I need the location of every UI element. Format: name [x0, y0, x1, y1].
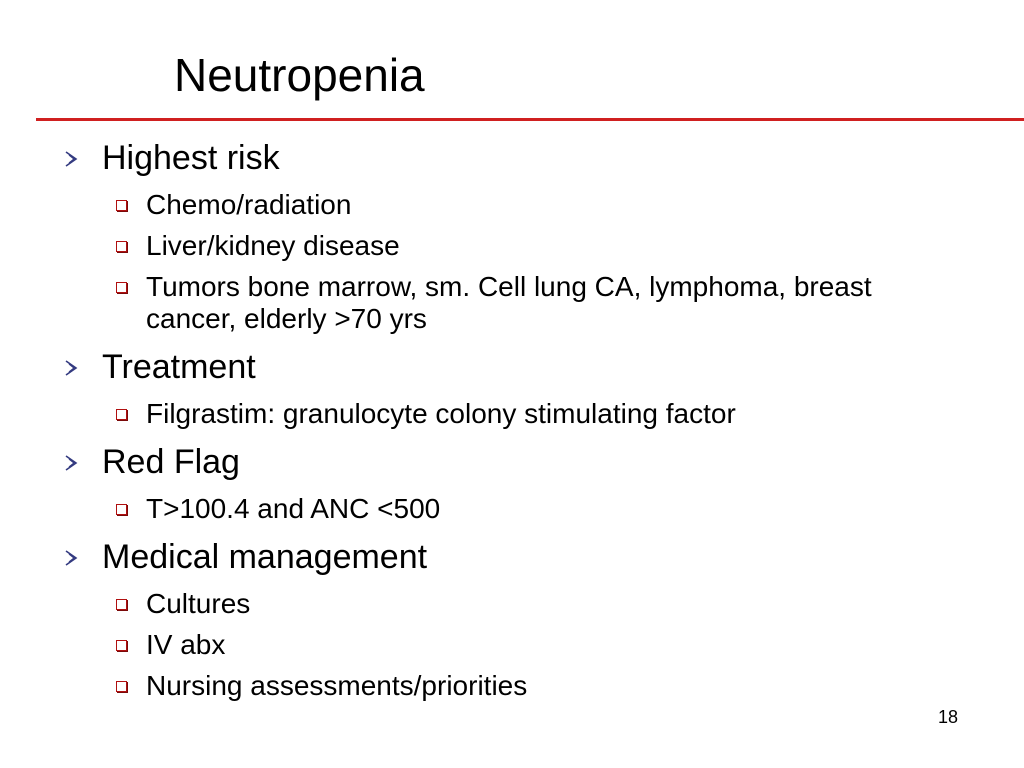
- sub-bullet-label: Chemo/radiation: [146, 189, 352, 220]
- slide-body: [0, 136, 1024, 702]
- bullet-label: Treatment: [102, 348, 256, 386]
- sub-bullet: [0, 271, 1024, 335]
- chevron-right-icon: [62, 150, 80, 168]
- page-number: 18: [938, 707, 959, 727]
- chevron-right-icon: [62, 454, 80, 472]
- sub-bullet-label: T>100.4 and ANC <500: [146, 493, 441, 524]
- sub-bullet: [0, 493, 1024, 525]
- square-bullet-icon: [116, 409, 127, 420]
- bullet-treatment: [0, 345, 1024, 389]
- sub-bullet: [0, 189, 1024, 221]
- square-bullet-icon: [116, 241, 127, 252]
- sub-bullet-label: Cultures: [146, 588, 251, 619]
- square-bullet-icon: [116, 200, 127, 211]
- square-bullet-icon: [116, 599, 127, 610]
- bullet-highest-risk: [0, 136, 1024, 180]
- sub-bullet: [0, 398, 1024, 430]
- sub-bullet-label: Liver/kidney disease: [146, 230, 400, 261]
- bullet-label: Highest risk: [102, 139, 280, 177]
- sub-bullet-label: Tumors bone marrow, sm. Cell lung CA, lymphoma, breast cancer, elderly >70 yrs: [146, 271, 872, 334]
- square-bullet-icon: [116, 504, 127, 515]
- bullet-label: Red Flag: [102, 443, 240, 481]
- square-bullet-icon: [116, 640, 127, 651]
- sub-bullet: [0, 670, 1024, 702]
- sub-bullet-label: Nursing assessments/priorities: [146, 670, 528, 701]
- bullet-label: Medical management: [102, 538, 428, 576]
- sub-bullet: [0, 588, 1024, 620]
- title-divider: [36, 118, 1024, 121]
- sub-bullet-label: IV abx: [146, 629, 226, 660]
- chevron-right-icon: [62, 549, 80, 567]
- sub-bullet: [0, 629, 1024, 661]
- chevron-right-icon: [62, 359, 80, 377]
- square-bullet-icon: [116, 681, 127, 692]
- bullet-medical-management: [0, 535, 1024, 579]
- square-bullet-icon: [116, 282, 127, 293]
- bullet-red-flag: [0, 440, 1024, 484]
- sub-bullet-label: Filgrastim: granulocyte colony stimulating factor: [146, 398, 736, 429]
- slide-title: Neutropenia: [174, 49, 425, 101]
- sub-bullet: [0, 230, 1024, 262]
